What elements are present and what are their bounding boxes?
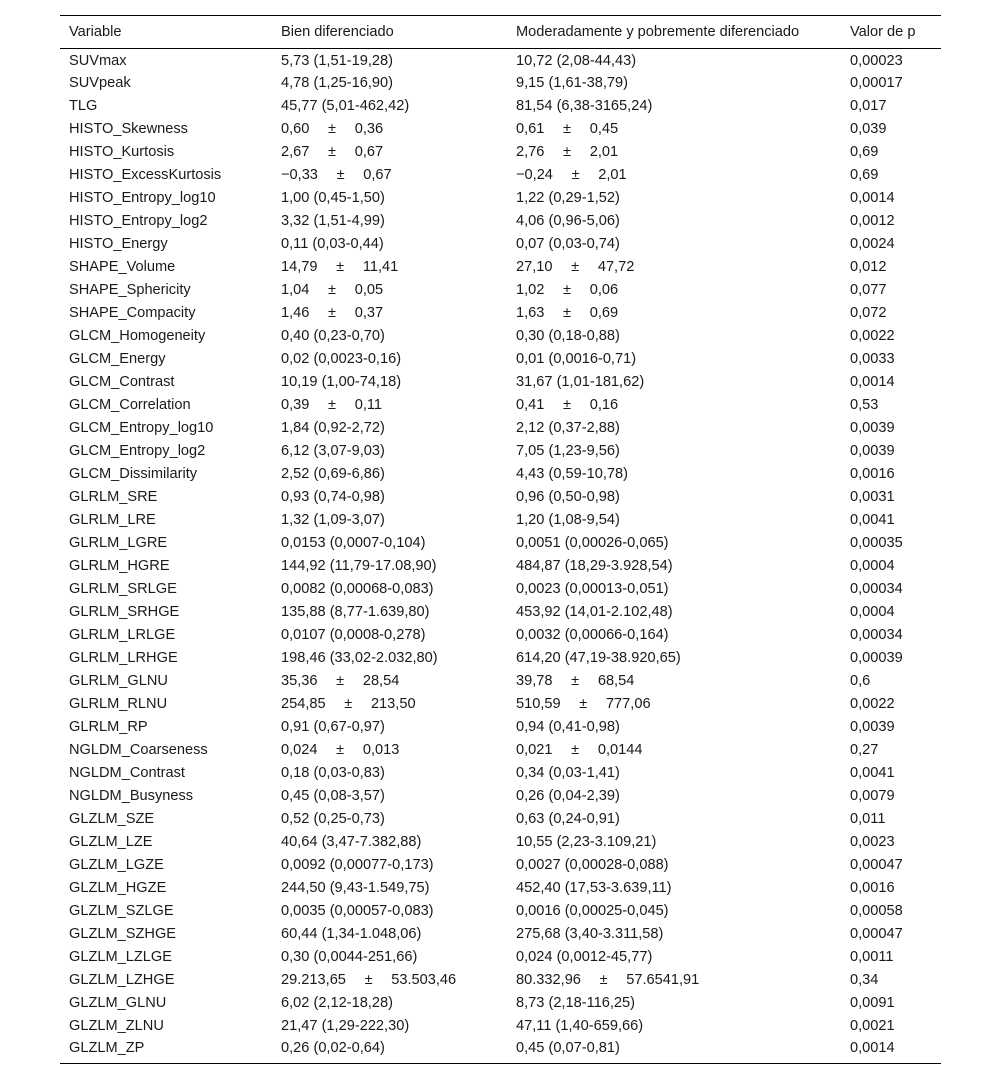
cell-moderately-poorly-differentiated: 510,59 ± 777,06	[516, 695, 651, 712]
cell-variable: GLZLM_LZLGE	[69, 948, 173, 965]
cell-well-differentiated: 0,26 (0,02-0,64)	[281, 1040, 385, 1057]
cell-moderately-poorly-differentiated: 0,0032 (0,00066-0,164)	[516, 626, 669, 643]
cell-variable: TLG	[69, 97, 98, 114]
cell-well-differentiated: 0,0082 (0,00068-0,083)	[281, 580, 434, 597]
cell-well-differentiated: 0,0107 (0,0008-0,278)	[281, 626, 426, 643]
table-row	[60, 440, 941, 463]
cell-p-value: 0,077	[850, 281, 887, 298]
cell-p-value: 0,0031	[850, 488, 895, 505]
cell-moderately-poorly-differentiated: 1,63 ± 0,69	[516, 304, 619, 321]
table-row	[60, 463, 941, 486]
cell-moderately-poorly-differentiated: 452,40 (17,53-3.639,11)	[516, 879, 672, 896]
cell-variable: HISTO_Kurtosis	[69, 143, 175, 160]
table-row	[60, 739, 941, 762]
cell-p-value: 0,34	[850, 971, 879, 988]
table-row	[60, 95, 941, 118]
cell-well-differentiated: 6,02 (2,12-18,28)	[281, 994, 393, 1011]
cell-p-value: 0,0016	[850, 879, 895, 896]
cell-moderately-poorly-differentiated: 8,73 (2,18-116,25)	[516, 994, 635, 1011]
table-row	[60, 302, 941, 325]
cell-well-differentiated: 1,84 (0,92-2,72)	[281, 419, 385, 436]
cell-p-value: 0,0033	[850, 350, 895, 367]
cell-p-value: 0,072	[850, 304, 887, 321]
cell-well-differentiated: 0,0035 (0,00057-0,083)	[281, 902, 434, 919]
table-row	[60, 716, 941, 739]
cell-well-differentiated: 10,19 (1,00-74,18)	[281, 373, 402, 390]
cell-well-differentiated: 0,93 (0,74-0,98)	[281, 488, 385, 505]
cell-moderately-poorly-differentiated: 7,05 (1,23-9,56)	[516, 442, 620, 459]
cell-p-value: 0,69	[850, 166, 879, 183]
cell-moderately-poorly-differentiated: 0,30 (0,18-0,88)	[516, 327, 620, 344]
cell-p-value: 0,0039	[850, 419, 895, 436]
cell-variable: GLZLM_ZLNU	[69, 1017, 164, 1034]
cell-p-value: 0,0014	[850, 373, 895, 390]
table-row	[60, 1015, 941, 1038]
table-row	[60, 394, 941, 417]
cell-p-value: 0,0016	[850, 465, 895, 482]
cell-moderately-poorly-differentiated: 10,55 (2,23-3.109,21)	[516, 833, 657, 850]
cell-moderately-poorly-differentiated: 0,07 (0,03-0,74)	[516, 235, 620, 252]
cell-variable: GLZLM_LZHGE	[69, 971, 175, 988]
table-row	[60, 854, 941, 877]
table-row	[60, 164, 941, 187]
data-table-container	[60, 15, 941, 1064]
cell-well-differentiated: 0,40 (0,23-0,70)	[281, 327, 385, 344]
table-row	[60, 923, 941, 946]
table-row	[60, 831, 941, 854]
cell-p-value: 0,00017	[850, 74, 903, 91]
cell-moderately-poorly-differentiated: 0,61 ± 0,45	[516, 120, 619, 137]
table-row	[60, 49, 941, 72]
cell-well-differentiated: 144,92 (11,79-17.08,90)	[281, 557, 437, 574]
cell-well-differentiated: 1,04 ± 0,05	[281, 281, 384, 298]
cell-well-differentiated: 198,46 (33,02-2.032,80)	[281, 649, 438, 666]
cell-moderately-poorly-differentiated: 1,22 (0,29-1,52)	[516, 189, 620, 206]
cell-p-value: 0,0039	[850, 442, 895, 459]
cell-well-differentiated: 1,32 (1,09-3,07)	[281, 511, 385, 528]
table-row	[60, 187, 941, 210]
cell-moderately-poorly-differentiated: 2,76 ± 2,01	[516, 143, 619, 160]
cell-moderately-poorly-differentiated: 2,12 (0,37-2,88)	[516, 419, 620, 436]
table-row	[60, 486, 941, 509]
cell-p-value: 0,53	[850, 396, 879, 413]
table-row	[60, 693, 941, 716]
cell-moderately-poorly-differentiated: 0,94 (0,41-0,98)	[516, 718, 620, 735]
table-row	[60, 578, 941, 601]
cell-variable: SHAPE_Compacity	[69, 304, 196, 321]
cell-variable: HISTO_ExcessKurtosis	[69, 166, 222, 183]
table-row	[60, 118, 941, 141]
cell-p-value: 0,0012	[850, 212, 895, 229]
cell-well-differentiated: 2,67 ± 0,67	[281, 143, 384, 160]
cell-p-value: 0,0039	[850, 718, 895, 735]
table-row	[60, 417, 941, 440]
cell-well-differentiated: 1,00 (0,45-1,50)	[281, 189, 385, 206]
table-row	[60, 72, 941, 95]
cell-moderately-poorly-differentiated: 9,15 (1,61-38,79)	[516, 74, 628, 91]
cell-p-value: 0,00034	[850, 580, 903, 597]
cell-variable: GLRLM_LRLGE	[69, 626, 176, 643]
cell-moderately-poorly-differentiated: 0,45 (0,07-0,81)	[516, 1040, 620, 1057]
cell-variable: HISTO_Entropy_log2	[69, 212, 208, 229]
cell-moderately-poorly-differentiated: 614,20 (47,19-38.920,65)	[516, 649, 681, 666]
cell-p-value: 0,012	[850, 258, 887, 275]
cell-well-differentiated: 244,50 (9,43-1.549,75)	[281, 879, 430, 896]
cell-variable: SUVpeak	[69, 74, 131, 91]
cell-p-value: 0,0004	[850, 557, 895, 574]
cell-moderately-poorly-differentiated: 31,67 (1,01-181,62)	[516, 373, 645, 390]
cell-variable: SUVmax	[69, 53, 127, 70]
cell-variable: SHAPE_Volume	[69, 258, 176, 275]
cell-p-value: 0,00047	[850, 925, 903, 942]
cell-variable: GLZLM_ZP	[69, 1040, 145, 1057]
cell-well-differentiated: 0,91 (0,67-0,97)	[281, 718, 385, 735]
cell-moderately-poorly-differentiated: 0,63 (0,24-0,91)	[516, 810, 620, 827]
cell-well-differentiated: 40,64 (3,47-7.382,88)	[281, 833, 422, 850]
table-row	[60, 670, 941, 693]
cell-moderately-poorly-differentiated: 0,021 ± 0,0144	[516, 741, 643, 758]
cell-moderately-poorly-differentiated: 4,43 (0,59-10,78)	[516, 465, 628, 482]
cell-moderately-poorly-differentiated: 10,72 (2,08-44,43)	[516, 53, 637, 70]
cell-well-differentiated: 35,36 ± 28,54	[281, 672, 400, 689]
cell-moderately-poorly-differentiated: 4,06 (0,96-5,06)	[516, 212, 620, 229]
cell-moderately-poorly-differentiated: 80.332,96 ± 57.6541,91	[516, 971, 700, 988]
cell-variable: GLCM_Correlation	[69, 396, 191, 413]
cell-p-value: 0,0014	[850, 1040, 895, 1057]
table-row	[60, 946, 941, 969]
cell-well-differentiated: 3,32 (1,51-4,99)	[281, 212, 385, 229]
cell-moderately-poorly-differentiated: 0,0023 (0,00013-0,051)	[516, 580, 669, 597]
cell-moderately-poorly-differentiated: 484,87 (18,29-3.928,54)	[516, 557, 673, 574]
table-row	[60, 141, 941, 164]
cell-moderately-poorly-differentiated: 0,34 (0,03-1,41)	[516, 764, 620, 781]
cell-variable: GLCM_Entropy_log10	[69, 419, 214, 436]
cell-p-value: 0,0091	[850, 994, 895, 1011]
cell-p-value: 0,00035	[850, 534, 903, 551]
cell-well-differentiated: 135,88 (8,77-1.639,80)	[281, 603, 430, 620]
cell-moderately-poorly-differentiated: 81,54 (6,38-3165,24)	[516, 97, 653, 114]
cell-p-value: 0,00058	[850, 902, 903, 919]
cell-well-differentiated: 1,46 ± 0,37	[281, 304, 384, 321]
cell-p-value: 0,0011	[850, 948, 894, 965]
cell-well-differentiated: 0,11 (0,03-0,44)	[281, 235, 384, 252]
table-row	[60, 555, 941, 578]
cell-variable: SHAPE_Sphericity	[69, 281, 191, 298]
cell-moderately-poorly-differentiated: 0,0051 (0,00026-0,065)	[516, 534, 669, 551]
cell-p-value: 0,0024	[850, 235, 895, 252]
cell-p-value: 0,0023	[850, 833, 895, 850]
cell-moderately-poorly-differentiated: 0,26 (0,04-2,39)	[516, 787, 620, 804]
cell-variable: GLRLM_LRE	[69, 511, 156, 528]
table-row	[60, 877, 941, 900]
cell-variable: GLZLM_SZLGE	[69, 902, 174, 919]
table-body	[60, 49, 941, 1064]
cell-moderately-poorly-differentiated: 1,20 (1,08-9,54)	[516, 511, 620, 528]
header-well-differentiated: Bien diferenciado	[281, 23, 394, 40]
cell-moderately-poorly-differentiated: 275,68 (3,40-3.311,58)	[516, 925, 664, 942]
table-row	[60, 509, 941, 532]
table-row	[60, 992, 941, 1015]
cell-variable: GLZLM_LGZE	[69, 856, 164, 873]
header-variable: Variable	[69, 23, 122, 40]
cell-well-differentiated: 0,18 (0,03-0,83)	[281, 764, 385, 781]
cell-p-value: 0,011	[850, 810, 886, 827]
table-row	[60, 624, 941, 647]
table-row	[60, 348, 941, 371]
table-row	[60, 969, 941, 992]
cell-p-value: 0,00047	[850, 856, 903, 873]
cell-variable: GLRLM_SRE	[69, 488, 158, 505]
cell-variable: GLCM_Energy	[69, 350, 166, 367]
cell-well-differentiated: 2,52 (0,69-6,86)	[281, 465, 385, 482]
cell-well-differentiated: 0,52 (0,25-0,73)	[281, 810, 385, 827]
header-moderately-poorly-differentiated: Moderadamente y pobremente diferenciado	[516, 23, 800, 40]
cell-p-value: 0,27	[850, 741, 879, 758]
cell-well-differentiated: 6,12 (3,07-9,03)	[281, 442, 385, 459]
table-row	[60, 371, 941, 394]
cell-p-value: 0,0041	[850, 764, 895, 781]
cell-p-value: 0,00039	[850, 649, 903, 666]
cell-moderately-poorly-differentiated: 47,11 (1,40-659,66)	[516, 1017, 644, 1034]
table-row	[60, 601, 941, 624]
cell-moderately-poorly-differentiated: 0,0016 (0,00025-0,045)	[516, 902, 669, 919]
cell-variable: GLCM_Contrast	[69, 373, 175, 390]
cell-well-differentiated: 21,47 (1,29-222,30)	[281, 1017, 410, 1034]
cell-p-value: 0,0079	[850, 787, 895, 804]
cell-p-value: 0,0021	[850, 1017, 895, 1034]
cell-well-differentiated: 0,39 ± 0,11	[281, 396, 383, 413]
table-row	[60, 279, 941, 302]
cell-variable: GLCM_Dissimilarity	[69, 465, 198, 482]
table-row	[60, 808, 941, 831]
cell-variable: GLRLM_HGRE	[69, 557, 170, 574]
cell-moderately-poorly-differentiated: 39,78 ± 68,54	[516, 672, 635, 689]
cell-well-differentiated: 0,30 (0,0044-251,66)	[281, 948, 418, 965]
cell-variable: GLCM_Entropy_log2	[69, 442, 206, 459]
table-row	[60, 325, 941, 348]
cell-well-differentiated: 60,44 (1,34-1.048,06)	[281, 925, 422, 942]
cell-moderately-poorly-differentiated: 27,10 ± 47,72	[516, 258, 635, 275]
cell-variable: NGLDM_Coarseness	[69, 741, 208, 758]
cell-p-value: 0,69	[850, 143, 879, 160]
cell-variable: GLRLM_RLNU	[69, 695, 168, 712]
cell-moderately-poorly-differentiated: 0,96 (0,50-0,98)	[516, 488, 620, 505]
cell-well-differentiated: 0,02 (0,0023-0,16)	[281, 350, 402, 367]
cell-p-value: 0,00023	[850, 53, 903, 70]
cell-variable: GLRLM_GLNU	[69, 672, 168, 689]
cell-p-value: 0,00034	[850, 626, 903, 643]
cell-variable: GLZLM_HGZE	[69, 879, 167, 896]
cell-moderately-poorly-differentiated: 0,41 ± 0,16	[516, 396, 619, 413]
table-row	[60, 762, 941, 785]
table-row	[60, 1038, 941, 1064]
cell-p-value: 0,0004	[850, 603, 895, 620]
cell-variable: GLRLM_RP	[69, 718, 148, 735]
cell-variable: NGLDM_Busyness	[69, 787, 194, 804]
cell-well-differentiated: 0,60 ± 0,36	[281, 120, 384, 137]
cell-variable: GLRLM_SRHGE	[69, 603, 180, 620]
cell-well-differentiated: 0,024 ± 0,013	[281, 741, 400, 758]
cell-well-differentiated: 5,73 (1,51-19,28)	[281, 53, 393, 70]
cell-p-value: 0,017	[850, 97, 887, 114]
table-header	[60, 16, 941, 49]
header-row	[60, 16, 941, 49]
cell-variable: HISTO_Energy	[69, 235, 168, 252]
cell-variable: GLRLM_LGRE	[69, 534, 168, 551]
cell-variable: GLRLM_SRLGE	[69, 580, 177, 597]
table-row	[60, 210, 941, 233]
cell-variable: GLZLM_LZE	[69, 833, 153, 850]
table-row	[60, 900, 941, 923]
cell-moderately-poorly-differentiated: 0,0027 (0,00028-0,088)	[516, 856, 669, 873]
header-p-value: Valor de p	[850, 23, 916, 40]
cell-variable: GLZLM_GLNU	[69, 994, 167, 1011]
table-row	[60, 785, 941, 808]
table-row	[60, 532, 941, 555]
cell-well-differentiated: 0,45 (0,08-3,57)	[281, 787, 385, 804]
cell-variable: HISTO_Skewness	[69, 120, 188, 137]
cell-variable: GLZLM_SZE	[69, 810, 155, 827]
cell-moderately-poorly-differentiated: 1,02 ± 0,06	[516, 281, 619, 298]
cell-well-differentiated: 45,77 (5,01-462,42)	[281, 97, 410, 114]
cell-p-value: 0,039	[850, 120, 887, 137]
cell-variable: HISTO_Entropy_log10	[69, 189, 216, 206]
table-row	[60, 647, 941, 670]
cell-variable: GLZLM_SZHGE	[69, 925, 177, 942]
cell-well-differentiated: 14,79 ± 11,41	[281, 258, 399, 275]
cell-moderately-poorly-differentiated: −0,24 ± 2,01	[516, 166, 627, 183]
table-row	[60, 256, 941, 279]
cell-p-value: 0,0014	[850, 189, 895, 206]
cell-variable: GLCM_Homogeneity	[69, 327, 206, 344]
cell-moderately-poorly-differentiated: 453,92 (14,01-2.102,48)	[516, 603, 673, 620]
cell-well-differentiated: 4,78 (1,25-16,90)	[281, 74, 393, 91]
cell-well-differentiated: 0,0092 (0,00077-0,173)	[281, 856, 434, 873]
cell-moderately-poorly-differentiated: 0,01 (0,0016-0,71)	[516, 350, 637, 367]
cell-well-differentiated: 0,0153 (0,0007-0,104)	[281, 534, 426, 551]
cell-variable: GLRLM_LRHGE	[69, 649, 178, 666]
cell-p-value: 0,0022	[850, 695, 895, 712]
cell-moderately-poorly-differentiated: 0,024 (0,0012-45,77)	[516, 948, 653, 965]
results-table	[60, 15, 941, 1064]
cell-variable: NGLDM_Contrast	[69, 764, 185, 781]
table-row	[60, 233, 941, 256]
cell-well-differentiated: 29.213,65 ± 53.503,46	[281, 971, 457, 988]
cell-p-value: 0,6	[850, 672, 871, 689]
cell-p-value: 0,0041	[850, 511, 895, 528]
cell-well-differentiated: −0,33 ± 0,67	[281, 166, 392, 183]
cell-p-value: 0,0022	[850, 327, 895, 344]
cell-well-differentiated: 254,85 ± 213,50	[281, 695, 416, 712]
